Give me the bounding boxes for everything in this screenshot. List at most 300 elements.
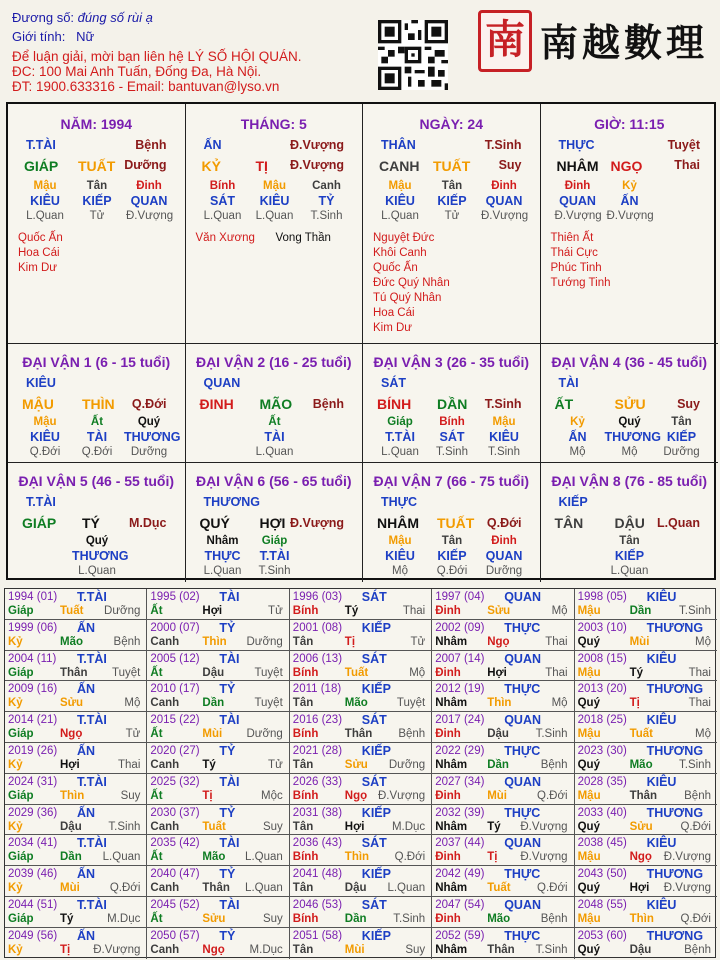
year-god: QUAN: [504, 590, 541, 604]
year-can: Giáp: [8, 789, 34, 802]
year-state: Bệnh: [540, 913, 568, 925]
year-can: Đinh: [435, 851, 461, 864]
dai-van-hidden-can: Quý: [618, 416, 641, 428]
dai-van-cell[interactable]: [541, 344, 719, 463]
year-cell[interactable]: [5, 897, 147, 928]
motto-line: [12, 10, 153, 25]
year-cell[interactable]: [5, 743, 147, 774]
year-cell[interactable]: [575, 589, 717, 620]
pillar-can-god: THỰC: [558, 138, 595, 152]
year-chi: Thìn: [60, 789, 85, 802]
year-can: Giáp: [8, 913, 34, 925]
dai-van-hidden-state: T.Sinh: [488, 446, 520, 458]
dai-van-god: T.TÀI: [26, 495, 56, 509]
dai-van-hidden-can: Mậu: [388, 535, 412, 547]
year-cell[interactable]: [5, 589, 147, 620]
pillar-hidden-god: ẤN: [620, 194, 639, 208]
dai-van-hidden-god: T.TÀI: [385, 430, 415, 444]
year-state: Thai: [545, 635, 568, 648]
year-god: SÁT: [361, 590, 387, 604]
year-chi: Mùi: [344, 943, 365, 956]
pillar-state-top: Tuyệt: [667, 138, 700, 152]
year-label: 2015 (22): [150, 714, 200, 727]
year-god: KIÊU: [646, 836, 677, 851]
year-god: ẤN: [77, 867, 96, 882]
year-chi: Thân: [60, 666, 88, 679]
year-label: 2024 (31): [8, 775, 58, 788]
year-god: TỶ: [219, 682, 236, 697]
year-cell[interactable]: [147, 743, 289, 774]
year-god: THỰC: [504, 867, 541, 882]
dai-van-title: ĐẠI VẬN 4 (36 - 45 tuổi): [551, 354, 708, 370]
year-can: Đinh: [435, 605, 461, 617]
pillar-spirit: Quốc Ấn: [373, 262, 418, 274]
year-chi: Tị: [344, 635, 356, 648]
year-cell[interactable]: [147, 928, 289, 959]
year-chi: Dậu: [60, 820, 82, 833]
year-chi: Dậu: [487, 728, 509, 741]
year-cell[interactable]: [432, 743, 574, 774]
year-god: KIÊU: [646, 898, 677, 912]
year-label: 2013 (20): [577, 683, 627, 696]
pillar-hidden-state: L.Quan: [255, 210, 294, 222]
year-cell[interactable]: [147, 774, 289, 805]
year-cell[interactable]: [147, 866, 289, 897]
dai-van-hidden-god: KIẾP: [666, 430, 697, 444]
year-chi: Mùi: [202, 728, 223, 741]
year-cell[interactable]: [290, 620, 432, 651]
year-label: 2003 (10): [577, 621, 627, 634]
year-label: 2034 (41): [8, 837, 58, 850]
pillar-cell[interactable]: [541, 104, 719, 344]
dai-van-hidden-can: Nhâm: [206, 535, 239, 547]
year-can: Canh: [150, 820, 180, 833]
year-state: Q.Đới: [537, 882, 568, 895]
dai-van-hidden-can: Đinh: [491, 535, 517, 547]
year-cell[interactable]: [432, 589, 574, 620]
year-cell[interactable]: [575, 928, 717, 959]
year-cell[interactable]: [290, 681, 432, 712]
pillar-cell[interactable]: [363, 104, 541, 344]
year-god: SÁT: [361, 898, 387, 912]
year-chi: Dần: [487, 759, 509, 771]
year-chi: Dần: [202, 697, 225, 710]
year-god: TỶ: [219, 620, 236, 635]
year-chi: Sửu: [344, 759, 368, 771]
gender-label: Giới tính:: [12, 29, 66, 44]
year-can: Mậu: [577, 851, 601, 864]
dai-van-chi: MÃO: [259, 396, 293, 412]
year-chi: Hợi: [344, 820, 365, 833]
year-can: Bính: [292, 851, 319, 864]
year-label: 2016 (23): [292, 714, 343, 727]
year-can: Giáp: [8, 728, 34, 741]
dai-van-chi: HỢI: [259, 515, 286, 531]
year-cell[interactable]: [5, 651, 147, 682]
year-chi: Thân: [487, 943, 515, 956]
year-label: 2047 (54): [435, 899, 485, 911]
year-label: 2000 (07): [150, 621, 200, 634]
dai-van-hidden-can: Giáp: [261, 535, 288, 547]
year-cell[interactable]: [290, 897, 432, 928]
year-cell[interactable]: [5, 681, 147, 712]
year-god: THƯƠNG: [646, 867, 704, 882]
year-can: Tân: [292, 820, 314, 833]
year-can: Nhâm: [435, 759, 468, 771]
dai-van-state: Q.Đới: [131, 397, 167, 411]
year-chi: Tý: [629, 666, 644, 679]
dai-van-hidden-can: Quý: [137, 416, 161, 428]
year-label: 2021 (28): [292, 745, 343, 757]
pillar-chi: TUẤT: [433, 158, 471, 174]
year-god: ẤN: [77, 620, 96, 635]
dai-van-hidden-state: Q.Đới: [81, 446, 113, 458]
year-chi: Hợi: [629, 882, 650, 895]
year-god: SÁT: [361, 774, 387, 789]
pillar-state: Suy: [498, 158, 522, 172]
dai-van-hidden-can: Bính: [439, 416, 465, 428]
year-label: 2032 (39): [435, 806, 485, 819]
year-chi: Thìn: [629, 913, 654, 925]
year-can: Tân: [292, 697, 314, 710]
year-label: 2017 (24): [435, 714, 485, 727]
year-can: Bính: [292, 605, 319, 617]
year-cell[interactable]: [432, 866, 574, 897]
year-state: L.Quan: [387, 882, 426, 895]
year-can: Quý: [577, 759, 600, 771]
year-cell[interactable]: [290, 866, 432, 897]
year-state: Đ.Vượng: [520, 851, 568, 864]
dai-van-hidden-can: Mậu: [492, 416, 516, 428]
pillar-cell[interactable]: [186, 104, 364, 344]
year-chi: Mùi: [629, 635, 650, 648]
dai-van-title: ĐẠI VẬN 5 (46 - 55 tuổi): [18, 473, 175, 489]
year-label: 2020 (27): [150, 745, 200, 757]
year-chi: Ngọ: [202, 943, 225, 956]
pillar-spirit: Văn Xương: [195, 232, 255, 244]
year-state: Q.Đới: [394, 851, 426, 864]
gender-line: [12, 29, 94, 44]
year-chi: Dậu: [344, 882, 367, 895]
year-cell[interactable]: [432, 928, 574, 959]
dai-van-hidden-god: THỰC: [204, 549, 241, 563]
year-cell[interactable]: [147, 589, 289, 620]
pillar-spirit: Khôi Canh: [373, 247, 427, 259]
year-god: QUAN: [504, 898, 541, 912]
pillar-chi: TỊ: [255, 158, 268, 174]
year-label: 2030 (37): [150, 806, 200, 819]
qr-code-icon[interactable]: [378, 20, 448, 90]
dai-van-hidden-can: Ất: [268, 416, 281, 428]
year-label: 2046 (53): [292, 899, 343, 911]
year-label: 2014 (21): [8, 714, 58, 727]
year-god: QUAN: [504, 651, 541, 666]
year-god: KIÊU: [646, 590, 677, 604]
pillar-hidden-can: Tân: [86, 180, 108, 192]
pillar-hidden-state: Đ.Vượng: [481, 210, 529, 222]
pillar-hidden-god: KIÊU: [30, 194, 60, 208]
year-can: Canh: [150, 635, 180, 648]
year-state: Tuyệt: [112, 666, 141, 679]
year-cell[interactable]: [290, 589, 432, 620]
dai-van-hidden-state: Mộ: [569, 446, 586, 458]
year-cell[interactable]: [5, 712, 147, 743]
dai-van-can: NHÂM: [377, 515, 419, 531]
year-god: TỶ: [219, 744, 236, 758]
year-state: M.Dục: [391, 820, 426, 833]
pillar-hidden-can: Kỷ: [622, 180, 637, 192]
pillar-spirit: Kim Dư: [18, 262, 58, 274]
year-cell[interactable]: [290, 928, 432, 959]
year-cell[interactable]: [147, 805, 289, 836]
pillar-hidden-god: KIÊU: [259, 194, 290, 208]
pillar-hidden-god: QUAN: [130, 194, 168, 208]
year-label: 2012 (19): [435, 683, 485, 696]
pillar-hidden-state: Tử: [89, 210, 105, 222]
year-cell[interactable]: [432, 835, 574, 866]
pillar-spirit: Nguyệt Đức: [373, 232, 435, 244]
year-cell[interactable]: [575, 835, 717, 866]
year-label: 2052 (59): [435, 929, 485, 942]
dai-van-cell[interactable]: [363, 344, 541, 463]
pillar-hidden-god: SÁT: [210, 194, 235, 208]
year-cell[interactable]: [147, 620, 289, 651]
year-label: 2044 (51): [8, 899, 58, 911]
year-cell[interactable]: [575, 743, 717, 774]
pillar-spirit: Hoa Cái: [373, 307, 415, 319]
dai-van-hidden-state: L.Quan: [203, 565, 242, 577]
year-cell[interactable]: [432, 805, 574, 836]
year-cell[interactable]: [575, 774, 717, 805]
year-cell[interactable]: [5, 866, 147, 897]
year-cell[interactable]: [147, 897, 289, 928]
year-cell[interactable]: [5, 928, 147, 959]
year-cell[interactable]: [147, 712, 289, 743]
year-state: Dưỡng: [104, 605, 141, 617]
pillar-hidden-state: Đ.Vượng: [126, 210, 174, 222]
gender-value: Nữ: [76, 29, 95, 44]
pillar-spirit: Thiên Ất: [550, 232, 594, 244]
year-cell[interactable]: [432, 712, 574, 743]
year-god: TÀI: [219, 774, 240, 789]
year-label: 2037 (44): [435, 837, 485, 850]
year-chi: Ngọ: [487, 635, 510, 648]
year-cell[interactable]: [290, 743, 432, 774]
dai-van-cell[interactable]: [186, 463, 364, 582]
year-cell[interactable]: [575, 681, 717, 712]
year-cell[interactable]: [5, 835, 147, 866]
year-cell[interactable]: [575, 897, 717, 928]
year-cell[interactable]: [575, 805, 717, 836]
year-chi: Hợi: [60, 759, 80, 771]
dai-van-chi: THÌN: [82, 396, 115, 412]
year-chi: Mão: [629, 759, 653, 771]
year-label: 2048 (55): [577, 899, 627, 911]
year-cell[interactable]: [575, 712, 717, 743]
year-chi: Dần: [344, 913, 367, 925]
year-state: L.Quan: [102, 851, 141, 864]
year-can: Mậu: [577, 913, 601, 925]
year-chi: Sửu: [202, 913, 226, 925]
year-can: Bính: [292, 913, 319, 925]
year-cell[interactable]: [432, 897, 574, 928]
motto-label: Đương số:: [12, 10, 75, 25]
contact-line: Để luận giải, mời bạn liên hệ LÝ SỐ HỘI QUÁN.: [12, 49, 302, 64]
year-state: Mộ: [695, 728, 711, 741]
year-can: Quý: [577, 943, 600, 956]
year-chi: Thìn: [344, 851, 370, 864]
year-cell[interactable]: [575, 651, 717, 682]
year-god: ẤN: [77, 805, 96, 820]
year-state: Q.Đới: [537, 789, 568, 802]
dai-van-hidden-state: L.Quan: [78, 565, 116, 577]
year-chi: Tuất: [344, 666, 369, 679]
year-state: Q.Đới: [680, 820, 711, 833]
year-can: Ất: [150, 851, 163, 864]
year-god: QUAN: [504, 774, 541, 789]
year-cell[interactable]: [290, 651, 432, 682]
year-state: Đ.Vượng: [377, 789, 426, 802]
year-cell[interactable]: [432, 681, 574, 712]
year-cell[interactable]: [290, 805, 432, 836]
year-chi: Tý: [487, 820, 501, 833]
year-label: 1999 (06): [8, 621, 58, 634]
dai-van-cell[interactable]: [541, 463, 719, 582]
pillar-hidden-can: Đinh: [136, 180, 162, 192]
pillar-state: Thai: [674, 158, 700, 172]
year-cell[interactable]: [432, 620, 574, 651]
dai-van-god: SÁT: [381, 376, 406, 390]
year-state: M.Dục: [249, 943, 283, 956]
year-cell[interactable]: [575, 866, 717, 897]
year-cell[interactable]: [290, 835, 432, 866]
pillar-hidden-state: L.Quan: [203, 210, 242, 222]
dai-van-cell[interactable]: [363, 463, 541, 582]
dai-van-cell[interactable]: [186, 344, 364, 463]
year-chi: Thìn: [202, 635, 227, 648]
year-label: 2042 (49): [435, 868, 485, 881]
dai-van-state: Q.Đới: [486, 516, 522, 530]
dai-van-chi: DẬU: [614, 515, 645, 531]
pillar-state-top: Bệnh: [135, 138, 167, 152]
year-label: 2041 (48): [292, 868, 343, 881]
year-label: 2006 (13): [292, 652, 343, 665]
year-label: 1995 (02): [150, 591, 200, 603]
dai-van-chi: SỬU: [614, 396, 646, 412]
year-chi: Sửu: [629, 820, 653, 833]
year-state: Thai: [118, 759, 141, 771]
year-god: KIẾP: [361, 744, 391, 758]
year-state: M.Dục: [107, 913, 141, 925]
year-cell[interactable]: [432, 774, 574, 805]
year-can: Kỷ: [8, 820, 23, 833]
pillar-spirit: Tú Quý Nhân: [373, 292, 442, 304]
dai-van-hidden-god: TÀI: [264, 430, 285, 444]
year-can: Canh: [150, 697, 180, 710]
year-god: QUAN: [504, 836, 541, 851]
year-can: Canh: [150, 943, 180, 956]
year-cell[interactable]: [5, 774, 147, 805]
year-god: SÁT: [361, 651, 387, 666]
year-label: 2004 (11): [8, 652, 57, 665]
year-cell[interactable]: [5, 620, 147, 651]
year-label: 2029 (36): [8, 806, 58, 819]
year-label: 1998 (05): [577, 591, 627, 603]
brand-logo: 南越數理: [540, 20, 709, 65]
year-cell[interactable]: [147, 681, 289, 712]
year-cell[interactable]: [5, 805, 147, 836]
year-label: 2051 (58): [292, 929, 343, 942]
year-can: Tân: [292, 943, 314, 956]
year-cell[interactable]: [432, 651, 574, 682]
year-can: Nhâm: [435, 820, 468, 833]
year-can: Đinh: [435, 789, 461, 802]
dai-van-title: ĐẠI VẬN 3 (26 - 35 tuổi): [373, 354, 530, 370]
year-cell[interactable]: [147, 651, 289, 682]
dai-van-chi: DẦN: [437, 396, 468, 412]
year-can: Giáp: [8, 605, 34, 617]
year-state: Suy: [120, 789, 141, 802]
year-god: ẤN: [77, 682, 96, 697]
pillar-hidden-state: L.Quan: [26, 210, 64, 222]
year-can: Bính: [292, 666, 319, 679]
year-chi: Tý: [60, 913, 74, 925]
year-chi: Thìn: [487, 697, 512, 710]
year-label: 2010 (17): [150, 683, 200, 696]
year-can: Tân: [292, 882, 314, 895]
year-can: Kỷ: [8, 635, 23, 648]
year-chi: Mão: [487, 913, 511, 925]
pillar-spirit: Tướng Tinh: [550, 277, 611, 289]
year-can: Đinh: [435, 666, 461, 679]
year-cell[interactable]: [290, 774, 432, 805]
year-god: THƯƠNG: [646, 682, 704, 697]
dai-van-god: TÀI: [558, 376, 579, 390]
pillar-hidden-state: Đ.Vượng: [606, 210, 654, 222]
year-cell[interactable]: [290, 712, 432, 743]
dai-van-hidden-state: Mộ: [392, 565, 408, 577]
year-label: 2026 (33): [292, 775, 343, 788]
year-chi: Tị: [60, 943, 71, 956]
year-can: Đinh: [435, 728, 461, 741]
year-chi: Ngọ: [344, 789, 368, 802]
dai-van-hidden-state: L.Quan: [381, 446, 419, 458]
year-can: Tân: [292, 759, 314, 771]
year-cell[interactable]: [147, 835, 289, 866]
year-state: Bệnh: [540, 759, 568, 771]
dai-van-title: ĐẠI VẬN 7 (66 - 75 tuổi): [373, 473, 530, 489]
pillar-chi: TUẤT: [78, 158, 116, 174]
year-god: KIẾP: [361, 620, 391, 635]
year-state: Dưỡng: [388, 759, 426, 771]
seal-logo: 南: [478, 10, 532, 72]
dai-van-hidden-can: Ất: [90, 416, 104, 428]
pillar-cell[interactable]: [8, 104, 186, 344]
motto-value: đúng số rùi ạ: [77, 10, 153, 25]
dai-van-cell[interactable]: [8, 344, 186, 463]
dai-van-hidden-can: Mậu: [33, 416, 57, 428]
dai-van-hidden-god: KIÊU: [385, 549, 415, 563]
pillar-state: Dưỡng: [124, 158, 167, 172]
year-cell[interactable]: [575, 620, 717, 651]
pillar-spirit: Đức Quý Nhân: [373, 277, 450, 289]
year-god: KIẾP: [361, 867, 391, 882]
address-line: ĐC: 100 Mai Anh Tuấn, Đống Đa, Hà Nội.: [12, 64, 262, 79]
dai-van-hidden-god: ẤN: [568, 430, 587, 444]
dai-van-cell[interactable]: [8, 463, 186, 582]
dai-van-title: ĐẠI VẬN 8 (76 - 85 tuổi): [551, 473, 708, 489]
dai-van-hidden-god: THƯƠNG: [72, 549, 129, 563]
